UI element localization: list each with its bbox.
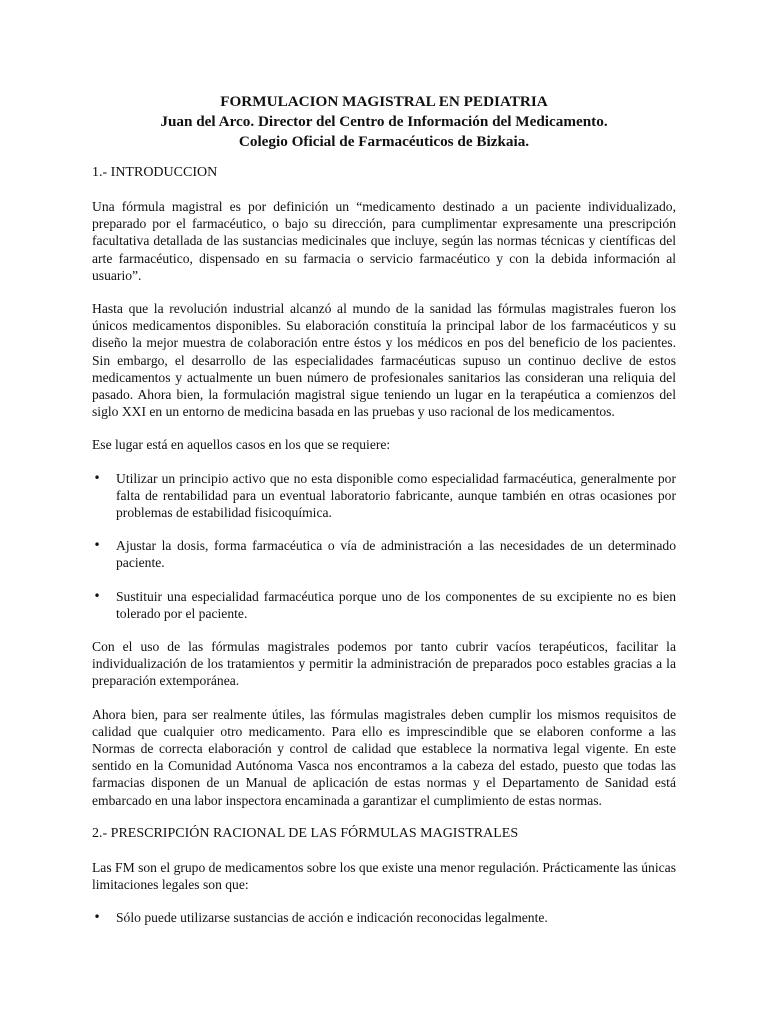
- list-item-text: Utilizar un principio activo que no esta disponible como especialidad farmacéutica, generalmente por falta de rentabilidad para un eventual laboratorio fabricante, aunque también en otras ocasiones por problemas de estabilidad fisicoquímica.: [116, 470, 676, 521]
- document-title-block: [92, 92, 676, 152]
- section-heading-introduccion: 1.- INTRODUCCION: [92, 165, 218, 180]
- paragraph-definicion: Una fórmula magistral es por definición un “medicamento destinado a un paciente individualizado, preparado por el farmacéutico, o bajo su dirección, para cumplimentar expresamente una prescripción facultativa detallada de las sustancias medicinales que incluye, según las normas técnicas y científicas del arte farmacéutico, dispensado en su farmacia o servicio farmacéutico y con la debida información al usuario”.: [92, 199, 676, 283]
- list-item: [92, 470, 676, 522]
- bullet-icon: •: [93, 588, 101, 603]
- document-institution-line: Colegio Oficial de Farmacéuticos de Bizkaia.: [238, 133, 530, 150]
- bullet-icon: •: [93, 470, 101, 485]
- document-title: FORMULACION MAGISTRAL EN PEDIATRIA: [220, 93, 548, 110]
- bullet-list-casos: [92, 470, 676, 622]
- list-item-text: Sólo puede utilizarse sustancias de acción e indicación reconocidas legalmente.: [116, 910, 548, 926]
- list-item: [92, 588, 676, 622]
- paragraph-lugar: Ese lugar está en aquellos casos en los que se requiere:: [92, 437, 391, 453]
- section-heading-prescripcion: 2.- PRESCRIPCIÓN RACIONAL DE LAS FÓRMULAS MAGISTRALES: [92, 825, 519, 841]
- bullet-icon: •: [93, 910, 101, 925]
- document-author-line: Juan del Arco. Director del Centro de Información del Medicamento.: [160, 113, 608, 130]
- paragraph-uso: Con el uso de las fórmulas magistrales podemos por tanto cubrir vacíos terapéuticos, facilitar la individualización de los tratamientos y permitir la administración de preparados poco estables gracias a la preparación extemporánea.: [92, 639, 676, 689]
- document-page: [92, 92, 676, 943]
- list-item: [92, 909, 676, 926]
- list-item-text: Ajustar la dosis, forma farmacéutica o vía de administración a las necesidades de un determinado paciente.: [116, 538, 676, 571]
- list-item: [92, 537, 676, 571]
- paragraph-historia: Hasta que la revolución industrial alcanzó al mundo de la sanidad las fórmulas magistrales fueron los únicos medicamentos disponibles. Su elaboración constituía la principal labor de los farmacéuticos y su diseño la mejor muestra de colaboración entre éstos y los médicos en pos del beneficio de los pacientes. Sin embargo, el desarrollo de las especialidades farmacéuticas supuso un continuo declive de estos medicamentos y actualmente un buen número de profesionales sanitarios las consideran una reliquia del pasado. Ahora bien, la formulación magistral sigue teniendo un lugar en la terapéutica a comienzos del siglo XXI en un entorno de medicina basada en las pruebas y uso racional de los medicamentos.: [92, 301, 676, 420]
- paragraph-calidad: Ahora bien, para ser realmente útiles, las fórmulas magistrales deben cumplir los mismos requisitos de calidad que cualquier otro medicamento. Para ello es imprescindible que se elaboren conforme a las Normas de correcta elaboración y control de calidad que establece la normativa legal vigente. En este sentido en la Comunidad Autónoma Vasca nos encontramos a la cabeza del estado, puesto que todas las farmacias disponen de un Manual de aplicación de estas normas y el Departamento de Sanidad está embarcado en una labor inspectora encaminada a garantizar el cumplimiento de estas normas.: [92, 706, 676, 808]
- list-item-text: Sustituir una especialidad farmacéutica porque uno de los componentes de su excipiente no es bien tolerado por el paciente.: [116, 588, 676, 621]
- bullet-list-limitaciones: [92, 909, 676, 926]
- bullet-icon: •: [93, 538, 101, 553]
- paragraph-regulacion: Las FM son el grupo de medicamentos sobre los que existe una menor regulación. Prácticamente las únicas limitaciones legales son que:: [92, 859, 676, 893]
